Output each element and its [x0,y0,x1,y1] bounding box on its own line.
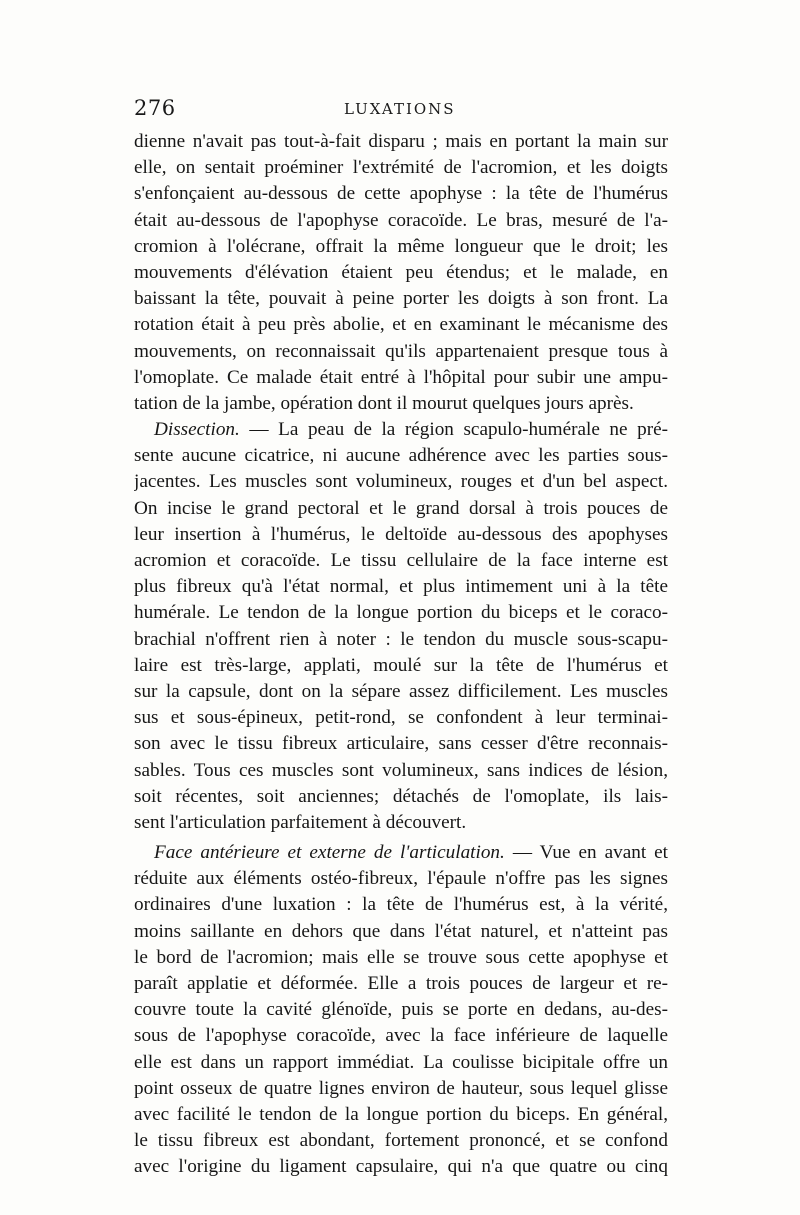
text-line: On incise le grand pectoral et le grand dorsal à trois pouces de [134,497,668,519]
text-line: sente aucune cicatrice, ni aucune adhérence avec les parties sous- [134,445,668,467]
text-line: brachial n'offrent rien à noter : le tendon du muscle sous-scapu- [134,628,668,650]
text-line: s'enfonçaient au-dessous de cette apophyse : la tête de l'humérus [134,183,668,205]
heading-line-rest: — Vue en avant et [504,842,668,864]
text-line: dienne n'avait pas tout-à-fait disparu ; mais en portant la main sur [134,131,668,152]
text-line [134,417,668,443]
text-line: point osseux de quatre lignes environ de hauteur, sous lequel glisse [134,1077,668,1099]
text-line: sous de l'apophyse coracoïde, avec la face inférieure de laquelle [134,1025,668,1047]
text-line: sables. Tous ces muscles sont volumineux, sans indices de lésion, [134,759,668,781]
text-line: avec l'origine du ligament capsulaire, qui n'a que quatre ou cinq [134,1156,668,1178]
page-number: 276 [134,96,176,120]
text-line: jacentes. Les muscles sont volumineux, rouges et d'un bel aspect. [134,471,668,493]
text-line [134,840,668,866]
text-line: son avec le tissu fibreux articulaire, sans cesser d'être reconnais- [134,733,668,755]
text-line: elle est dans un rapport immédiat. La coulisse bicipitale offre un [134,1051,668,1073]
section-heading-dissection: Dissection. [154,419,240,441]
text-line: moins saillante en dehors que dans l'état naturel, et n'atteint pas [134,920,668,942]
running-head: LUXATIONS [344,100,456,118]
text-line: mouvements d'élévation étaient peu étendus; et le malade, en [134,261,668,283]
text-line: leur insertion à l'humérus, le deltoïde au-dessous des apophyses [134,523,668,545]
text-line: couvre toute la cavité glénoïde, puis se porte en dedans, au-des- [134,999,668,1021]
text-line: paraît applatie et déformée. Elle a trois pouces de largeur et re- [134,973,668,994]
text-line: le tissu fibreux est abondant, fortement prononcé, et se confond [134,1130,668,1152]
paragraph-face-anterieure [134,840,668,1180]
text-line: rotation était à peu près abolie, et en examinant le mécanisme des [134,314,668,336]
text-line: baissant la tête, pouvait à peine porter les doigts à son front. La [134,288,668,310]
text-line: sur la capsule, dont on la sépare assez difficilement. Les muscles [134,680,668,702]
text-line: sent l'articulation parfaitement à découvert. [134,811,467,833]
text-line: elle, on sentait proéminer l'extrémité de l'acromion, et les doigts [134,157,668,179]
text-line: humérale. Le tendon de la longue portion du biceps et le coraco- [134,602,668,624]
text-line: était au-dessous de l'apophyse coracoïde. Le bras, mesuré de l'a- [134,209,668,231]
body-text [134,129,668,1181]
text-line: sus et sous-épineux, petit-rond, se confondent à leur terminai- [134,707,668,729]
text-line: le bord de l'acromion; mais elle se trouve sous cette apophyse et [134,946,668,968]
text-line: cromion à l'olécrane, offrait la même longueur que le droit; les [134,235,668,257]
text-line: tation de la jambe, opération dont il mourut quelques jours après. [134,392,634,414]
paragraph-continuation [134,129,668,417]
text-line: l'omoplate. Ce malade était entré à l'hôpital pour subir une ampu- [134,366,668,388]
text-line: réduite aux éléments ostéo-fibreux, l'épaule n'offre pas les signes [134,868,668,890]
text-line: soit récentes, soit anciennes; détachés de l'omoplate, ils lais- [134,785,668,807]
text-line: plus fibreux qu'à l'état normal, et plus intimement uni à la tête [134,576,668,598]
text-line: ordinaires d'une luxation : la tête de l'humérus est, à la vérité, [134,894,668,916]
paragraph-dissection [134,417,668,836]
text-line: mouvements, on reconnaissait qu'ils appartenaient presque tous à [134,340,668,362]
text-line: acromion et coracoïde. Le tissu cellulaire de la face interne est [134,550,668,571]
text-line: laire est très-large, applati, moulé sur la tête de l'humérus et [134,654,668,676]
page-header [134,96,668,126]
section-heading-face-anterieure: Face antérieure et externe de l'articulation. [154,842,505,864]
heading-line-rest: — La peau de la région scapulo-humérale ne pré- [239,419,668,441]
text-line: avec facilité le tendon de la longue portion du biceps. En général, [134,1103,668,1125]
